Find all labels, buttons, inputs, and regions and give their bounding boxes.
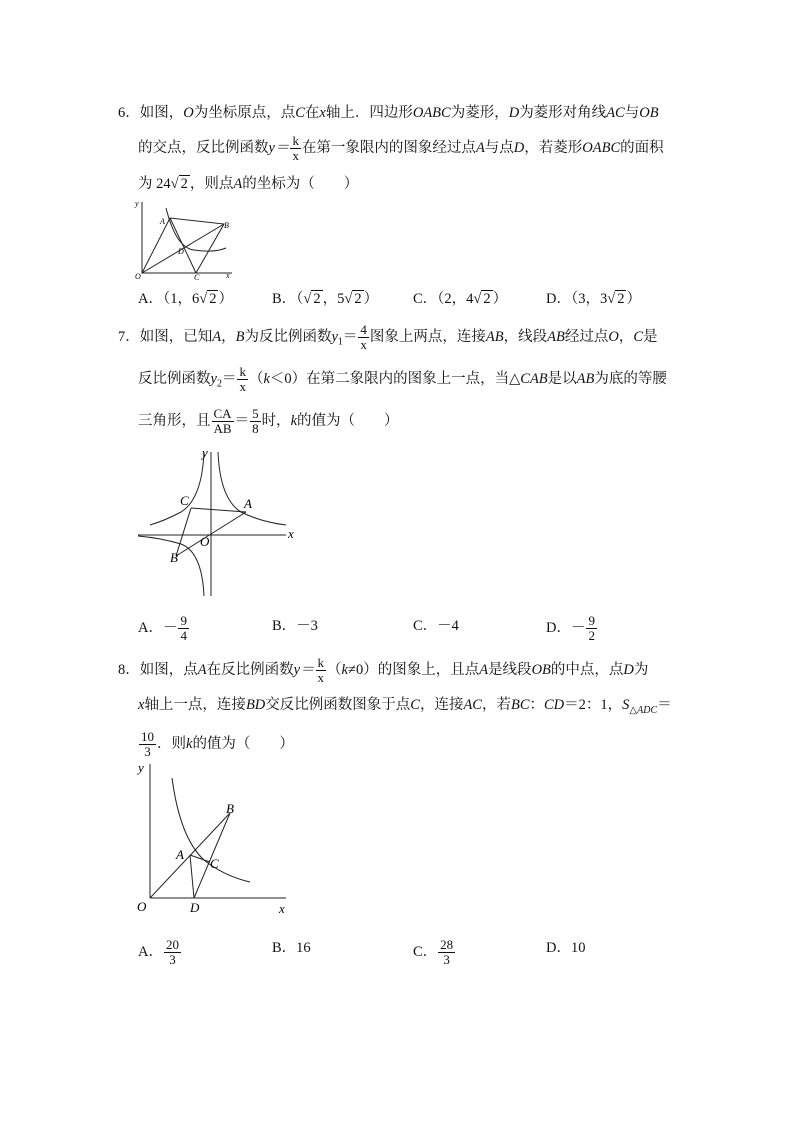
q7-fig-A: A xyxy=(244,496,252,511)
q8-option-b[interactable]: B．16 xyxy=(272,940,311,956)
q6-option-c[interactable]: C．（2，4√ 2 ） xyxy=(413,291,508,307)
q7-fig-B: B xyxy=(170,550,178,565)
q6-fig-D: D xyxy=(178,247,184,256)
q8-k-over-x: $\frac{k}{x}$ xyxy=(317,655,325,685)
q8-line1: 8．如图，点A在反比例函数y＝ $\frac{k}{x}$ （k≠0）的图象上，且点A是线段OB的中点，点D为 xyxy=(118,655,649,685)
q7-option-b[interactable]: B．－3 xyxy=(272,618,318,634)
q6-figure xyxy=(134,198,234,280)
q8-option-c[interactable]: C． $\frac{28}{3}$ xyxy=(413,937,454,967)
q8-fig-O: O xyxy=(137,899,147,914)
q8-figure xyxy=(134,758,294,920)
q6-line1: 6．如图，O为坐标原点，点C在x轴上．四边形OABC为菱形，D为菱形对角线AC与OB xyxy=(118,105,659,121)
q6-k-over-x: $\frac{k}{x}$ xyxy=(292,133,299,163)
q6-option-d[interactable]: D．（3，3√ 2 ） xyxy=(546,291,641,307)
q6-line2: 的交点，反比例函数y＝ $\frac{k}{x}$ 在第一象限内的图象经过点A与点D，若菱形OABC的面积 xyxy=(138,133,664,163)
q7-figure xyxy=(136,444,306,599)
q8-fig-y: y xyxy=(138,760,144,775)
q7-hyperbola-q1 xyxy=(218,452,286,525)
q8-option-d[interactable]: D．10 xyxy=(546,940,586,956)
q8-number: 8． xyxy=(118,661,140,678)
q6-fig-B: B xyxy=(224,221,229,230)
q8-fig-B: B xyxy=(226,801,234,816)
q6-option-a[interactable]: A．（1，6√ 2 ） xyxy=(138,291,233,307)
q7-line1: 7．如图，已知A，B为反比例函数$y_1=$ $\frac{4}{x}$ 图象上两点，连接AB，线段AB经过点O，C是 xyxy=(118,322,658,352)
q6-diagonal-ac xyxy=(170,218,196,273)
q7-number: 7． xyxy=(118,328,140,345)
q7-fig-O: O xyxy=(200,534,210,549)
q7-fig-x: x xyxy=(288,526,294,541)
q8-10-over-3: $\frac{10}{3}$ xyxy=(141,729,154,759)
q8-option-a[interactable]: A． $\frac{20}{3}$ xyxy=(138,937,179,967)
q6-fig-A: A xyxy=(160,217,165,226)
q8-fig-D: D xyxy=(190,900,200,915)
q7-line2: 反比例函数$y_2=$ $\frac{k}{x}$ （k＜0）在第二象限内的图象上一点，当△CAB是以AB为底的等腰 xyxy=(138,364,667,394)
q8-fig-A: A xyxy=(176,847,184,862)
q6-fig-C: C xyxy=(194,273,200,280)
q6-fig-y: y xyxy=(135,199,139,208)
q7-fig-y: y xyxy=(202,445,208,460)
q6-line3: 为 24√ 2 ，则点A的坐标为（ ） xyxy=(138,176,359,192)
q8-line3: $\frac{10}{3}$ ．则k的值为（ ） xyxy=(141,729,294,759)
q7-4-over-x: $\frac{4}{x}$ xyxy=(360,322,367,352)
q6-number: 6． xyxy=(118,105,140,121)
q7-option-d[interactable]: D．－ $\frac{9}{2}$ xyxy=(546,613,595,643)
q6-fig-O: O xyxy=(135,272,141,280)
q8-fig-x: x xyxy=(279,901,285,916)
q7-fig-C: C xyxy=(180,493,189,508)
q7-option-c[interactable]: C．－4 xyxy=(413,618,459,634)
q7-line3: 三角形，且 $\frac{CA}{AB}$ ＝ $\frac{5}{8}$ 时，k的值为（ ） xyxy=(138,406,399,436)
q7-hyperbola-q2 xyxy=(150,452,204,525)
sqrt-symbol: √ 2 xyxy=(170,176,188,192)
q6-option-b[interactable]: B．（√ 2 ，5√ 2 ） xyxy=(272,291,379,307)
q7-option-a[interactable]: A．－ $\frac{9}{4}$ xyxy=(138,613,187,643)
q8-segment-ad xyxy=(190,855,194,898)
q7-5-over-8: $\frac{5}{8}$ xyxy=(252,406,259,436)
q6-fig-x: x xyxy=(226,271,230,280)
q8-line2: x轴上一点，连接BD交反比例函数图象于点C，连接AC，若BC：CD＝2：1，$S_{\triangle ADC}=$ xyxy=(138,697,672,716)
q7-k-over-x: $\frac{k}{x}$ xyxy=(239,364,246,394)
q8-fig-C: C xyxy=(210,856,219,871)
q7-ca-over-ab: $\frac{CA}{AB}$ xyxy=(213,406,232,436)
